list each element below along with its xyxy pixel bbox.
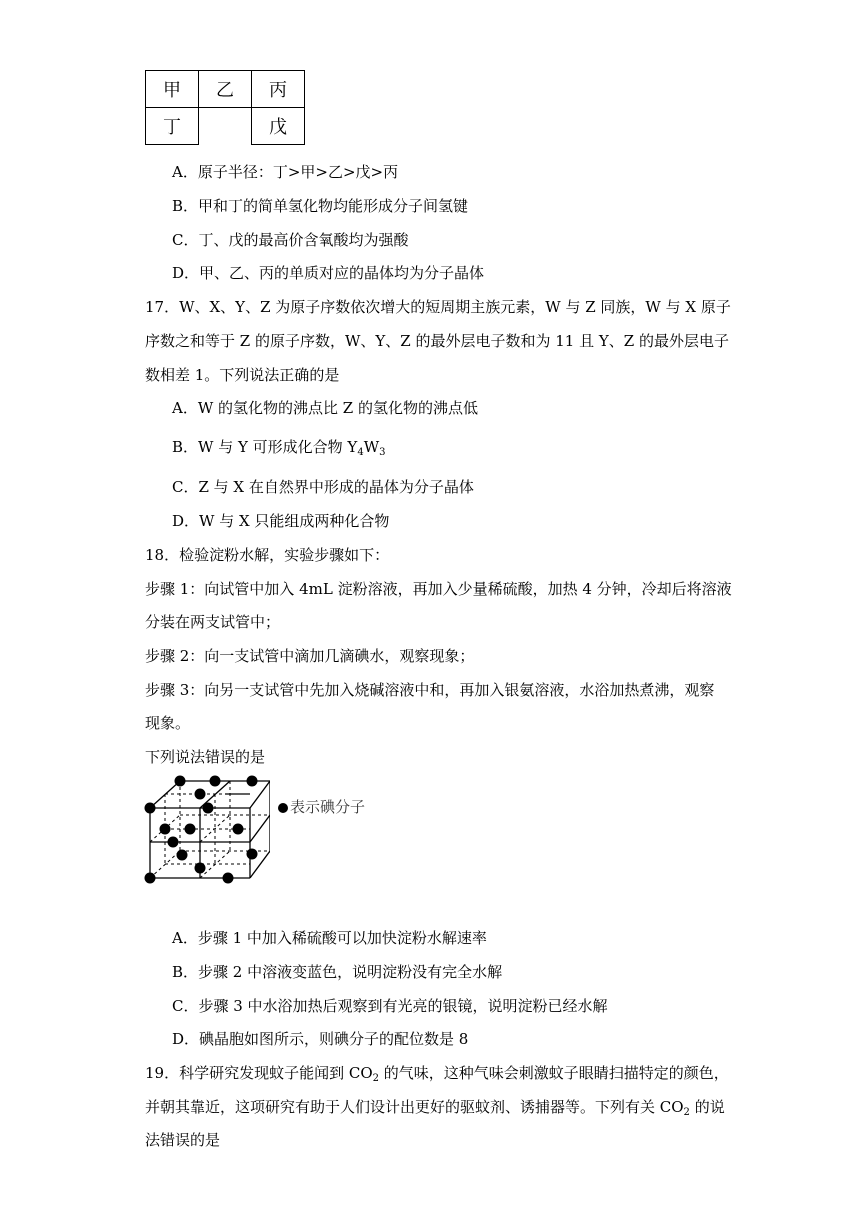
q18-option-d: D．碘晶胞如图所示，则碘分子的配位数是 8 [172, 1030, 469, 1048]
q18-line-1: 18．检验淀粉水解，实验步骤如下： [145, 546, 390, 564]
q18-option-c: C．步骤 3 中水浴加热后观察到有光亮的银镜，说明淀粉已经水解 [172, 997, 608, 1015]
cell-jia: 甲 [146, 71, 199, 108]
q19-line-1-a: 19．科学研究发现蚊子能闻到 CO [145, 1064, 373, 1082]
q16-option-a: A．原子半径：丁>甲>乙>戊>丙 [172, 163, 399, 181]
q17-line-1: 17．W、X、Y、Z 为原子序数依次增大的短周期主族元素，W 与 Z 同族，W 与 X 原子 [145, 298, 731, 316]
q18-step-1a: 步骤 1：向试管中加入 4mL 淀粉溶液，再加入少量稀硫酸，加热 4 分钟，冷却后将溶液 [145, 580, 732, 598]
cell-empty [199, 108, 252, 145]
element-position-table [145, 70, 305, 145]
q17-option-a: A．W 的氢化物的沸点比 Z 的氢化物的沸点低 [172, 399, 478, 417]
q16-option-c: C．丁、戊的最高价含氧酸均为强酸 [172, 231, 409, 249]
q18-option-a: A．步骤 1 中加入稀硫酸可以加快淀粉水解速率 [172, 929, 487, 947]
q18-step-1b: 分装在两支试管中； [145, 613, 281, 631]
q17-option-d: D．W 与 X 只能组成两种化合物 [172, 512, 390, 530]
formula-w-sub: 3 [379, 447, 386, 458]
q18-option-b: B．步骤 2 中溶液变蓝色，说明淀粉没有完全水解 [172, 963, 503, 981]
q19-line-1 [145, 1063, 729, 1089]
q19-co2-sub-1: 2 [372, 1073, 380, 1084]
q19-line-3: 法错误的是 [145, 1131, 221, 1149]
cell-wu: 戊 [252, 108, 305, 145]
q19-line-2-a: 并朝其靠近，这项研究有助于人们设计出更好的驱蚊剂、诱捕器等。下列有关 CO [145, 1098, 684, 1116]
q17-option-b [172, 437, 386, 463]
q16-option-d: D．甲、乙、丙的单质对应的晶体均为分子晶体 [172, 264, 485, 282]
q17-option-b-text: B．W 与 Y 可形成化合物 [172, 438, 348, 456]
q19-co2-sub-2: 2 [683, 1107, 690, 1118]
iodine-molecule-dot-icon [278, 803, 288, 813]
q18-step-3a: 步骤 3：向另一支试管中先加入烧碱溶液中和，再加入银氨溶液，水浴加热煮沸，观察 [145, 681, 715, 699]
q17-option-c: C．Z 与 X 在自然界中形成的晶体为分子晶体 [172, 478, 474, 496]
q19-line-1-b: 的气味，这种气味会刺激蚊子眼睛扫描特定的颜色， [379, 1064, 729, 1082]
q19-line-2-b: 的说 [689, 1098, 725, 1116]
crystal-legend [278, 797, 365, 817]
q16-option-b: B．甲和丁的简单氢化物均能形成分子间氢键 [172, 197, 469, 215]
q17-line-3: 数相差 1。下列说法正确的是 [145, 366, 340, 384]
cell-yi: 乙 [199, 71, 252, 108]
cell-bing: 丙 [252, 71, 305, 108]
q17-line-2: 序数之和等于 Z 的原子序数，W、Y、Z 的最外层电子数和为 11 且 Y、Z 的最外层电子 [145, 332, 729, 350]
formula-y-sub: 4 [357, 447, 364, 458]
q18-prompt: 下列说法错误的是 [145, 748, 266, 766]
q18-step-2: 步骤 2：向一支试管中滴加几滴碘水，观察现象； [145, 647, 475, 665]
formula-w: W [363, 438, 380, 456]
formula-y: Y [347, 438, 358, 456]
cell-ding: 丁 [146, 108, 199, 145]
iodine-crystal-cell-diagram [140, 772, 270, 890]
q18-step-3b: 现象。 [145, 714, 191, 732]
q19-line-2 [145, 1097, 725, 1123]
legend-label: 表示碘分子 [290, 798, 366, 816]
